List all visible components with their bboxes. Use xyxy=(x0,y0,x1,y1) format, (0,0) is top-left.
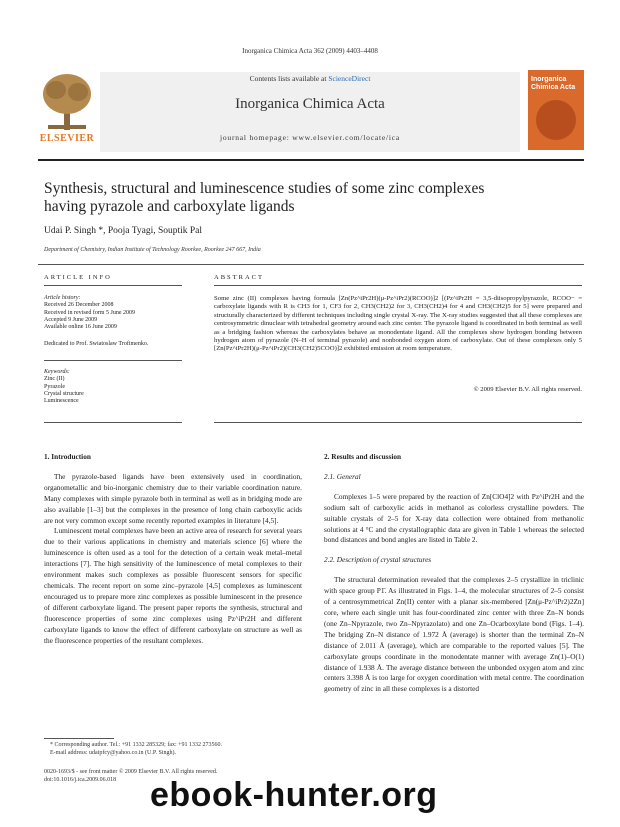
abstract-rule xyxy=(214,285,582,286)
keywords xyxy=(44,369,194,405)
section-rule xyxy=(38,264,584,265)
issn-line: 0020-1693/$ - see front matter © 2009 Elsevier B.V. All rights reserved. xyxy=(44,769,218,775)
article-info-heading: ARTICLE INFO xyxy=(44,274,112,281)
intro-paragraph-1: The pyrazole-based ligands have been extensively used in coordination, organometallic and bio-inorganic chemistry due to their variable coordination nature. Many complexes with simple pyrazole both in terminal as well as in bridging mode are also available [1–3] but the complexes in the presence of long chain carboxylic acids are not very common except some recently reported examples in literature [4,5]. xyxy=(44,471,302,525)
cover-graphic xyxy=(536,100,576,140)
affiliation: Department of Chemistry, Indian Institute of Technology Roorkee, Roorkee 247 667, India xyxy=(44,247,261,253)
doi-link[interactable]: doi:10.1016/j.ica.2009.06.018 xyxy=(44,776,117,783)
history-item: Accepted 9 June 2009 xyxy=(44,316,98,323)
sciencedirect-link[interactable]: ScienceDirect xyxy=(328,74,371,83)
corresponding-author: * Corresponding author. Tel.: +91 1332 285329; fax: +91 1332 273560. xyxy=(50,742,223,748)
keyword-item: Zinc (II) xyxy=(44,376,65,383)
article-history xyxy=(44,295,194,331)
results-paragraph-1: Complexes 1–5 were prepared by the reaction of Zn[ClO4]2 with Pz^iPr2H and the sodium salt of carboxylic acids in methanol as colorless crystalline powders. The suitable crystals of 2–5 for X-ray data collection were obtained from methanolic solutions at 4 °C and the crystallographic data are given in Table 1 whereas the selected bond distances and bond angles are listed in Table 2. xyxy=(324,491,584,545)
header-rule xyxy=(38,159,584,161)
keywords-label: Keywords: xyxy=(44,369,70,375)
keyword-item: Crystal structure xyxy=(44,390,84,397)
keywords-rule xyxy=(44,360,182,361)
history-item: Received 26 December 2008 xyxy=(44,302,114,309)
article-info-rule xyxy=(44,285,182,286)
title-line-1: Synthesis, structural and luminescence studies of some zinc complexes xyxy=(44,180,485,197)
history-item: Received in revised form 5 June 2009 xyxy=(44,309,135,316)
intro-paragraph-2: Luminescent metal complexes have been an active area of research for several years due to their various applications in chemistry and materials science [6] where the luminescence is often used as a tool for the detection of a certain weak metal–metal interactions [7]. The high sensitivity of the luminescence of metal complexes to their environment makes such complexes as possible fluorescent sensors for specific chemicals. The recent report on some zinc–pyrazole [4,5] complexes as luminescent encouraged us to prepare more zinc complexes as possible luminescent in the presence of different carboxylate ligand. The present paper reports the synthesis, structural and fluorescence properties of some zinc complexes using Pz^iPr2H and different carboxylate ligands to know the effect of different carboxylate on structure as well as the fluorescence properties of the resultant complexes. xyxy=(44,526,302,645)
journal-title: Inorganica Chimica Acta xyxy=(235,96,385,112)
author-email[interactable]: E-mail address: udaipfcy@yahoo.co.in (U.P. Singh). xyxy=(50,749,177,756)
footnote-rule xyxy=(44,738,114,739)
history-label: Article history: xyxy=(44,295,81,301)
subsection-crystal-structures: 2.2. Description of crystal structures xyxy=(324,555,432,565)
watermark: ebook-hunter.org xyxy=(150,776,438,814)
results-paragraph-2: The structural determination revealed that the complexes 2–5 crystallize in triclinic with space group P1̄. As illustrated in Figs. 1–4, the molecular structures of 2–5 consist of a centrosymmetrical Zn(II) center with a planar six-membered [Zn(μ-Pz^iPr2)2Zn] core, where each single unit has four-coordinated zinc center with three Zn–N bonds (one Zn–Npyrazole, two Zn–Npyrazolato) and one Zn–Ocarboxylate bond (Figs. 1–4). The bridging Zn–N distance of 1.972 Å (average) is shorter than the terminal Zn–N distance of 2.011 Å (average), which are comparable to the reported values [5]. The carboxylate groups coordinate in the monodentate manner with average Zn(1)–O(1) distance of 1.938 Å. The average distance between the unbonded oxygen atom and zinc centers 3.398 Å is too large for oxygen coordination with metal centre. The coordination geometry of zinc in all these complexes is a distorted xyxy=(324,575,584,694)
subsection-general: 2.1. General xyxy=(324,471,361,481)
contents-prefix: Contents lists available at xyxy=(249,74,329,83)
elsevier-wordmark: ELSEVIER xyxy=(39,133,95,144)
running-header: Inorganica Chimica Acta 362 (2009) 4403–4408 xyxy=(242,47,378,55)
journal-cover-thumbnail xyxy=(528,70,584,150)
footnote xyxy=(50,742,300,757)
contents-line xyxy=(100,74,520,83)
keyword-item: Luminescence xyxy=(44,398,79,405)
keyword-item: Pyrazole xyxy=(44,383,65,390)
section-heading-introduction: 1. Introduction xyxy=(44,452,91,461)
abstract-heading: ABSTRACT xyxy=(214,274,264,281)
section-heading-results: 2. Results and discussion xyxy=(324,452,402,461)
copyright: © 2009 Elsevier B.V. All rights reserved. xyxy=(473,386,582,393)
abstract-bottom-rule xyxy=(214,422,582,423)
right-column xyxy=(324,452,584,695)
author-list: Udai P. Singh *, Pooja Tyagi, Souptik Pal xyxy=(44,226,203,236)
cover-title: Inorganica Chimica Acta xyxy=(531,76,576,91)
title-line-2: having pyrazole and carboxylate ligands xyxy=(44,198,295,215)
journal-homepage[interactable]: journal homepage: www.elsevier.com/locate/ica xyxy=(219,133,401,142)
abstract-text: Some zinc (II) complexes having formula [Zn(Pz^iPr2H)(μ-Pz^iPr2)(RCOO)]2 [(Pz^iPr2H = 3,5-diisopropylpyrazole, RCOO− = carboxylate ligands with R is CH3 for 1, CF3 for 2, CH3(CH2)2 for 3, CH3(CH2)4 for 4 and CH3(CH2)5 for 5] were prepared and structurally characterized by different techniques including single crystal X-ray. The X-ray studies suggested that all these complexes are centrosymmetric dinuclear with tetrahedral geometry around each zinc center. The pyrazole ligand is coordinated in both terminal as well as a bridging fashion whereas the carboxylates behave as monodentate ligand. All the complexes show hydrogen bonding between hydrogen atom of pyrazole (N–H of terminal pyrazole) and nonbonded oxygen atom of carboxylate. Out of these complexes only 5 [Zn(Pz^iPr2H)(μ-Pz^iPr2)(CH3(CH2)5COO)]2 exhibited emission at room temperature. xyxy=(214,295,582,353)
article-title xyxy=(44,180,584,216)
history-item: Available online 16 June 2009 xyxy=(44,324,117,331)
info-bottom-rule xyxy=(44,422,182,423)
left-column xyxy=(44,452,302,646)
dedication: Dedicated to Prof. Swiatoslaw Trofimenko. xyxy=(44,341,149,347)
